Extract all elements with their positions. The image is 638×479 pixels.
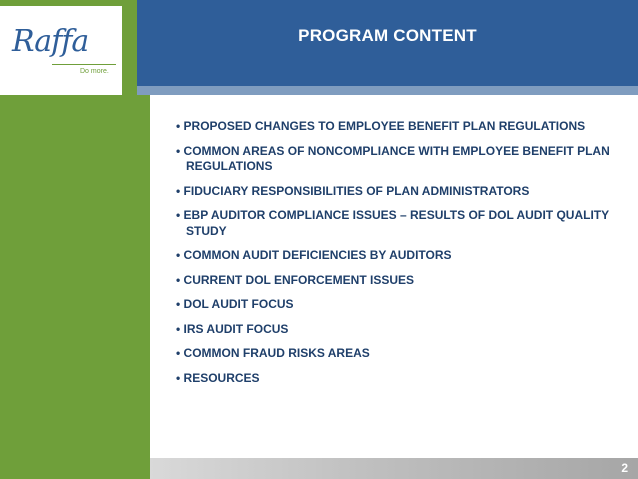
bullet-item: • RESOURCES [176,370,260,385]
bullet-item: • CURRENT DOL ENFORCEMENT ISSUES [176,272,414,287]
bullet-item: • COMMON AUDIT DEFICIENCIES BY AUDITORS [176,248,452,262]
slide-title: PROGRAM CONTENT [298,26,477,45]
company-logo-wordmark: Raffa [12,24,89,59]
footer-bar [150,458,638,479]
logo-underline [52,64,116,65]
left-green-bar [0,95,150,479]
logo-area [0,0,122,95]
bullet-item: • FIDUCIARY RESPONSIBILITIES OF PLAN ADMINISTRATORS [176,183,530,198]
company-logo-tagline: Do more. [80,68,109,75]
bullet-item: • IRS AUDIT FOCUS [176,321,289,336]
header-shade [137,86,638,95]
bullet-item: • PROPOSED CHANGES TO EMPLOYEE BENEFIT PLAN REGULATIONS [176,119,586,133]
logo-divider-strip [122,0,137,95]
bullet-item: • EBP AUDITOR COMPLIANCE ISSUES – RESULTS OF DOL AUDIT QUALITY STUDY [176,208,609,238]
bullet-list [176,119,616,395]
logo-top-band [0,0,122,6]
page-number: 2 [621,461,628,475]
bullet-item: • DOL AUDIT FOCUS [176,297,294,311]
bullet-item: • COMMON AREAS OF NONCOMPLIANCE WITH EMPLOYEE BENEFIT PLAN REGULATIONS [176,143,610,173]
bullet-item: • COMMON FRAUD RISKS AREAS [176,346,370,360]
